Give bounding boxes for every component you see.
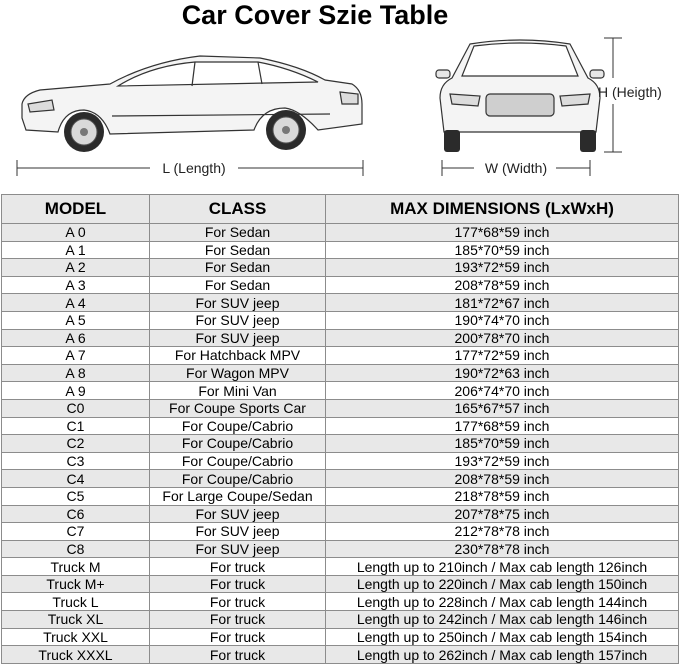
cell-dimensions: 185*70*59 inch [326,241,679,259]
cell-class: For Mini Van [150,382,326,400]
cell-dimensions: Length up to 242inch / Max cab length 146inch [326,611,679,629]
table-row [2,558,679,576]
cell-class: For Coupe/Cabrio [150,470,326,488]
cell-model: C5 [2,487,150,505]
cell-dimensions: 190*72*63 inch [326,364,679,382]
table-header-row [2,195,679,224]
cell-model: C6 [2,505,150,523]
cell-model: Truck M+ [2,575,150,593]
cell-dimensions: 208*78*59 inch [326,470,679,488]
cell-dimensions: 165*67*57 inch [326,399,679,417]
cell-class: For Hatchback MPV [150,347,326,365]
header-max-dimensions: MAX DIMENSIONS (LxWxH) [326,195,679,224]
table-row [2,487,679,505]
cell-class: For SUV jeep [150,505,326,523]
cell-class: For truck [150,575,326,593]
table-row [2,646,679,664]
table-row [2,329,679,347]
table-row [2,347,679,365]
cell-model: Truck L [2,593,150,611]
table-row [2,523,679,541]
cell-dimensions: 190*74*70 inch [326,311,679,329]
table-row [2,505,679,523]
cell-class: For Coupe/Cabrio [150,435,326,453]
length-label: L (Length) [162,160,226,176]
cell-class: For SUV jeep [150,311,326,329]
table-row [2,382,679,400]
table-body [2,224,679,664]
cell-model: A 7 [2,347,150,365]
cell-class: For truck [150,558,326,576]
cell-model: A 1 [2,241,150,259]
cell-model: C0 [2,399,150,417]
cell-model: A 2 [2,259,150,277]
cell-class: For SUV jeep [150,294,326,312]
car-front-wheels [444,130,596,152]
cell-dimensions: 218*78*59 inch [326,487,679,505]
cell-dimensions: Length up to 228inch / Max cab length 144inch [326,593,679,611]
table-row [2,435,679,453]
cell-dimensions: 208*78*59 inch [326,276,679,294]
cell-dimensions: Length up to 262inch / Max cab length 157inch [326,646,679,664]
cell-class: For truck [150,628,326,646]
cell-class: For Coupe Sports Car [150,399,326,417]
cell-dimensions: 200*78*70 inch [326,329,679,347]
cell-class: For SUV jeep [150,329,326,347]
cell-dimensions: 177*72*59 inch [326,347,679,365]
cell-model: Truck XL [2,611,150,629]
cell-model: C7 [2,523,150,541]
cell-dimensions: 207*78*75 inch [326,505,679,523]
table-row [2,276,679,294]
table-row [2,311,679,329]
cell-model: A 0 [2,224,150,242]
cell-class: For Sedan [150,224,326,242]
cell-dimensions: 230*78*78 inch [326,540,679,558]
table-row [2,470,679,488]
cell-class: For truck [150,593,326,611]
car-dimension-diagram [0,30,679,188]
table-row [2,364,679,382]
cell-model: A 8 [2,364,150,382]
cell-model: A 4 [2,294,150,312]
cell-class: For Sedan [150,259,326,277]
car-front-view [436,40,604,132]
cell-class: For truck [150,611,326,629]
cell-dimensions: 181*72*67 inch [326,294,679,312]
table-row [2,593,679,611]
table-row [2,417,679,435]
cell-class: For Wagon MPV [150,364,326,382]
cell-dimensions: Length up to 220inch / Max cab length 150inch [326,575,679,593]
cell-model: C3 [2,452,150,470]
table-row [2,259,679,277]
cell-class: For Sedan [150,241,326,259]
cell-model: C1 [2,417,150,435]
width-label: W (Width) [484,160,548,176]
cell-dimensions: 193*72*59 inch [326,259,679,277]
table-row [2,540,679,558]
cell-class: For SUV jeep [150,523,326,541]
table-row [2,224,679,242]
cell-dimensions: 185*70*59 inch [326,435,679,453]
header-model: MODEL [2,195,150,224]
cell-class: For SUV jeep [150,540,326,558]
cell-model: A 6 [2,329,150,347]
cell-dimensions: 177*68*59 inch [326,417,679,435]
cell-model: Truck M [2,558,150,576]
size-table [1,194,679,664]
cell-dimensions: 177*68*59 inch [326,224,679,242]
cell-model: Truck XXXL [2,646,150,664]
cell-dimensions: 206*74*70 inch [326,382,679,400]
cell-model: Truck XXL [2,628,150,646]
cell-model: A 9 [2,382,150,400]
cell-class: For Coupe/Cabrio [150,417,326,435]
table-row [2,452,679,470]
cell-class: For truck [150,646,326,664]
cell-model: A 5 [2,311,150,329]
header-class: CLASS [150,195,326,224]
page-title: Car Cover Szie Table [181,0,449,30]
cell-model: C4 [2,470,150,488]
cell-class: For Sedan [150,276,326,294]
cell-class: For Large Coupe/Sedan [150,487,326,505]
cell-class: For Coupe/Cabrio [150,452,326,470]
cell-dimensions: 212*78*78 inch [326,523,679,541]
cell-dimensions: Length up to 210inch / Max cab length 126inch [326,558,679,576]
table-row [2,575,679,593]
height-label: H (Heigth) [598,84,662,100]
cell-dimensions: Length up to 250inch / Max cab length 154inch [326,628,679,646]
cell-dimensions: 193*72*59 inch [326,452,679,470]
table-row [2,611,679,629]
cell-model: C8 [2,540,150,558]
table-row [2,628,679,646]
cell-model: A 3 [2,276,150,294]
table-row [2,294,679,312]
table-row [2,399,679,417]
table-row [2,241,679,259]
cell-model: C2 [2,435,150,453]
